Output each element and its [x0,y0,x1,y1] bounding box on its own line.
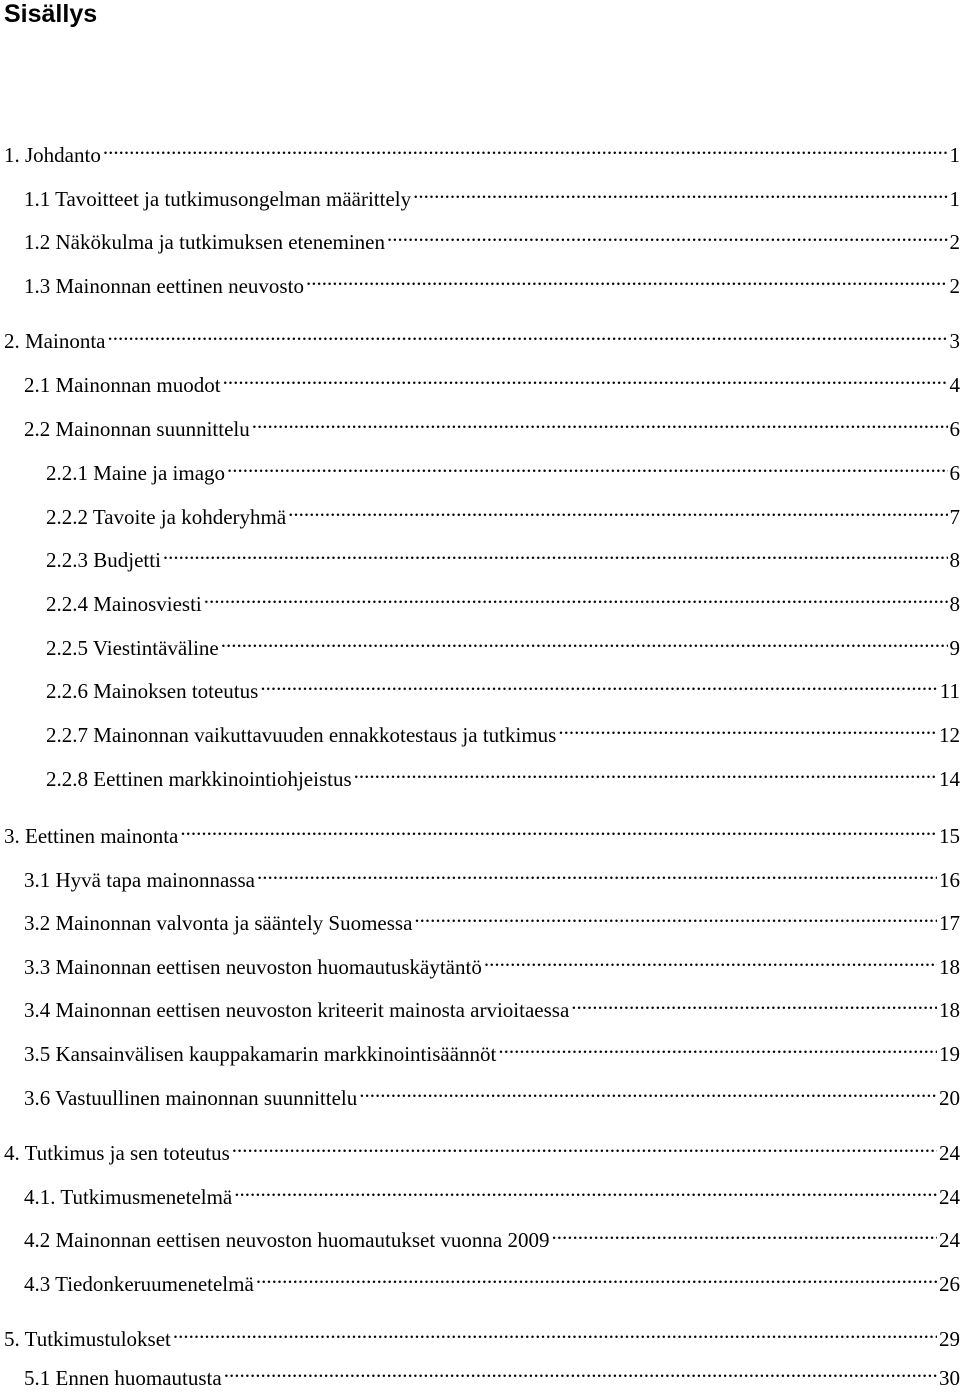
dot-leader [260,668,937,698]
toc-entry-label: 3.3 Mainonnan eettisen neuvoston huomautuskäytäntö [24,952,482,982]
toc-entry-label: 2.2.1 Maine ja imago [46,458,225,488]
dot-leader [359,1075,937,1105]
toc-entry-4-2[interactable] [24,1217,960,1247]
toc-entry-2-2-8[interactable] [46,756,960,786]
toc-entry-label: 4.2 Mainonnan eettisen neuvoston huomautukset vuonna 2009 [24,1225,550,1255]
toc-entry-label: 3.5 Kansainvälisen kauppakamarin markkinointisäännöt [24,1039,496,1069]
dot-leader [107,318,947,348]
toc-entry-label: 5. Tutkimustulokset [4,1324,171,1354]
toc-entry-page: 8 [950,589,960,619]
toc-entry-label: 4.1. Tutkimusmenetelmä [24,1182,232,1212]
toc-entry-label: 5.1 Ennen huomautusta [24,1363,222,1393]
dot-leader [204,581,948,611]
dot-leader [103,132,948,162]
dot-leader [223,362,948,392]
toc-entry-page: 2 [950,271,960,301]
toc-entry-page: 19 [939,1039,960,1069]
toc-entry-page: 16 [939,865,960,895]
toc-entry-1[interactable] [4,132,960,162]
toc-entry-label: 3.6 Vastuullinen mainonnan suunnittelu [24,1083,357,1113]
toc-entry-label: 2. Mainonta [4,326,105,356]
toc-entry-label: 2.2.7 Mainonnan vaikuttavuuden ennakkotestaus ja tutkimus [46,720,556,750]
toc-entry-page: 18 [939,995,960,1025]
toc-entry-2-2-1[interactable] [46,450,960,480]
toc-entry-label: 3.1 Hyvä tapa mainonnassa [24,865,255,895]
toc-entry-page: 14 [939,764,960,794]
toc-entry-label: 2.2 Mainonnan suunnittelu [24,414,250,444]
dot-leader [413,176,947,206]
toc-entry-page: 4 [950,370,960,400]
dot-leader [414,900,937,930]
dot-leader [354,756,937,786]
toc-entry-label: 1.3 Mainonnan eettinen neuvosto [24,271,304,301]
toc-entry-page: 24 [939,1138,960,1168]
dot-leader [163,537,948,567]
toc-entry-2[interactable] [4,318,960,348]
toc-entry-label: 4.3 Tiedonkeruumenetelmä [24,1269,254,1299]
toc-entry-label: 2.1 Mainonnan muodot [24,370,221,400]
toc-entry-4-1[interactable] [24,1174,960,1204]
toc-entry-page: 2 [950,227,960,257]
dot-leader [257,857,937,887]
toc-entry-2-2-5[interactable] [46,625,960,655]
dot-leader [498,1031,937,1061]
toc-entry-3-3[interactable] [24,944,960,974]
toc-entry-3-1[interactable] [24,857,960,887]
toc-entry-2-2-2[interactable] [46,494,960,524]
page-title: Sisällys [4,0,97,31]
toc-entry-2-2-3[interactable] [46,537,960,567]
toc-entry-2-2-7[interactable] [46,712,960,742]
toc-entry-page: 29 [939,1324,960,1354]
toc-entry-label: 2.2.4 Mainosviesti [46,589,202,619]
dot-leader [232,1130,937,1160]
dot-leader [288,494,947,524]
toc-entry-label: 3.2 Mainonnan valvonta ja sääntely Suomessa [24,908,412,938]
toc-entry-label: 1.1 Tavoitteet ja tutkimusongelman määrittely [24,184,411,214]
dot-leader [227,450,947,480]
toc-entry-label: 4. Tutkimus ja sen toteutus [4,1138,230,1168]
toc-entry-5-1[interactable] [24,1355,960,1385]
toc-entry-page: 6 [950,414,960,444]
toc-entry-label: 1.2 Näkökulma ja tutkimuksen eteneminen [24,227,385,257]
toc-entry-5[interactable] [4,1316,960,1346]
toc-entry-3-6[interactable] [24,1075,960,1105]
toc-entry-page: 9 [950,633,960,663]
toc-entry-page: 11 [940,676,960,706]
dot-leader [173,1316,937,1346]
toc-entry-label: 2.2.2 Tavoite ja kohderyhmä [46,502,286,532]
dot-leader [256,1261,937,1291]
toc-entry-2-2-6[interactable] [46,668,960,698]
toc-entry-2-1[interactable] [24,362,960,392]
toc-entry-page: 20 [939,1083,960,1113]
toc-entry-page: 7 [950,502,960,532]
dot-leader [558,712,937,742]
dot-leader [224,1355,937,1385]
toc-entry-page: 15 [939,821,960,851]
toc-entry-page: 18 [939,952,960,982]
toc-entry-page: 1 [950,140,960,170]
dot-leader [180,813,937,843]
toc-entry-4[interactable] [4,1130,960,1160]
toc-entry-label: 2.2.6 Mainoksen toteutus [46,676,258,706]
toc-entry-label: 1. Johdanto [4,140,101,170]
toc-entry-label: 3. Eettinen mainonta [4,821,178,851]
toc-entry-page: 6 [950,458,960,488]
toc-entry-4-3[interactable] [24,1261,960,1291]
toc-entry-1-3[interactable] [24,263,960,293]
toc-entry-3-2[interactable] [24,900,960,930]
toc-entry-page: 12 [939,720,960,750]
toc-entry-1-2[interactable] [24,219,960,249]
dot-leader [221,625,948,655]
toc-entry-2-2-4[interactable] [46,581,960,611]
toc-entry-page: 17 [939,908,960,938]
toc-entry-page: 30 [939,1363,960,1393]
toc-entry-1-1[interactable] [24,176,960,206]
toc-entry-label: 2.2.8 Eettinen markkinointiohjeistus [46,764,352,794]
toc-entry-page: 24 [939,1225,960,1255]
dot-leader [484,944,937,974]
toc-entry-page: 24 [939,1182,960,1212]
toc-entry-page: 26 [939,1269,960,1299]
toc-entry-3-4[interactable] [24,987,960,1017]
toc-entry-label: 3.4 Mainonnan eettisen neuvoston kriteerit mainosta arvioitaessa [24,995,569,1025]
dot-leader [387,219,948,249]
toc-entry-label: 2.2.3 Budjetti [46,545,161,575]
dot-leader [571,987,937,1017]
toc-entry-3[interactable] [4,813,960,843]
dot-leader [252,406,948,436]
toc-entry-page: 8 [950,545,960,575]
toc-entry-page: 3 [950,326,960,356]
toc-entry-3-5[interactable] [24,1031,960,1061]
dot-leader [552,1217,937,1247]
toc-entry-2-2[interactable] [24,406,960,436]
dot-leader [306,263,948,293]
toc-entry-page: 1 [950,184,960,214]
dot-leader [234,1174,937,1204]
toc-entry-label: 2.2.5 Viestintäväline [46,633,219,663]
